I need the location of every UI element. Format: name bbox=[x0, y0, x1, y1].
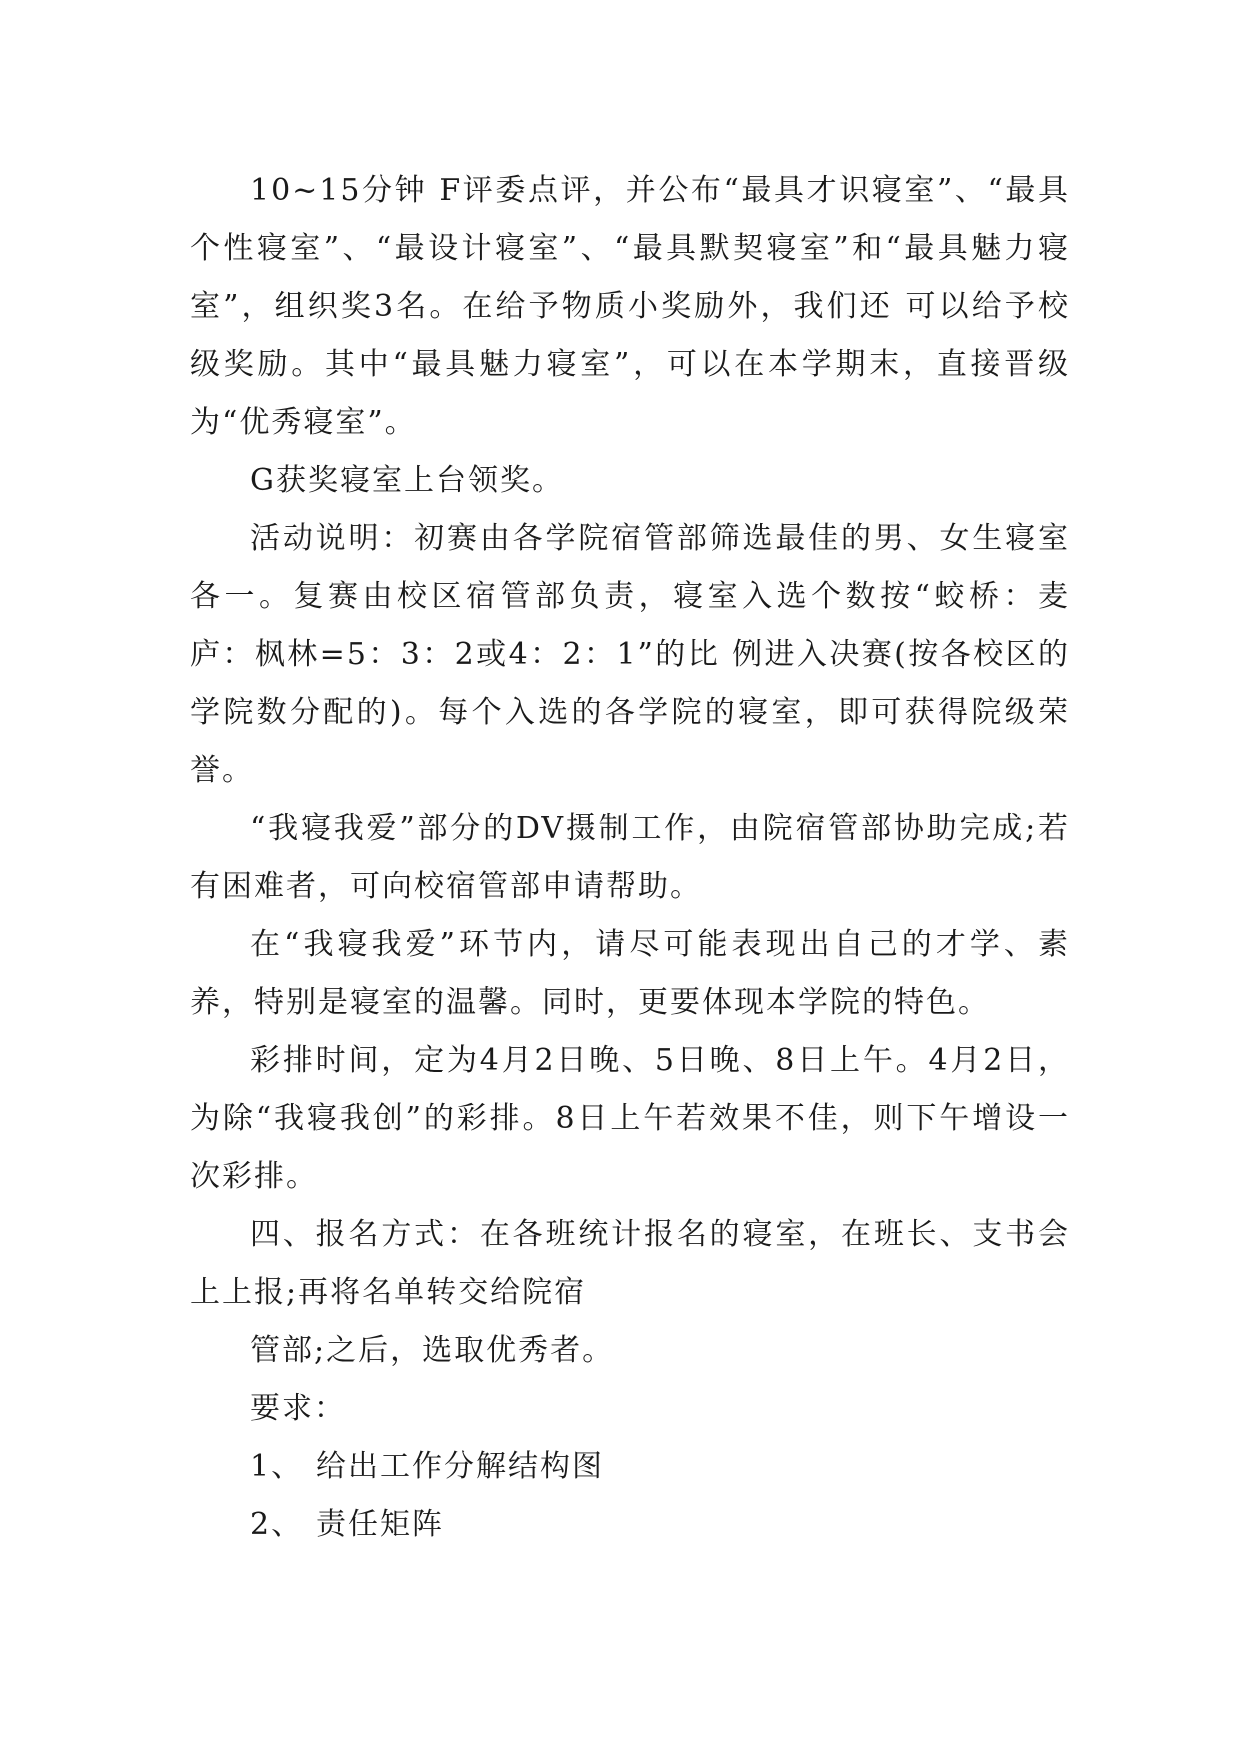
list-item-number: 1、 bbox=[250, 1449, 304, 1484]
paragraph-award-ceremony: G获奖寝室上台领奖。 bbox=[250, 463, 564, 498]
list-item-text: 给出工作分解结构图 bbox=[316, 1449, 604, 1484]
list-item bbox=[190, 1496, 1070, 1554]
list-item bbox=[190, 1438, 1070, 1496]
list-item-text: 责任矩阵 bbox=[316, 1507, 444, 1542]
paragraph-activity-notes: 活动说明：初赛由各学院宿管部筛选最佳的男、女生寝室各一。复赛由校区宿管部负责，寝室入选个数按“蛟桥：麦庐：枫林=5：3：2或4：2：1”的比 例进入决赛(按各校区的学院数分配的)。每个入选的各学院的寝室，即可获得院级荣誉。 bbox=[190, 521, 1070, 788]
paragraph-registration-cont: 管部;之后，选取优秀者。 bbox=[250, 1333, 615, 1368]
paragraph-dv-production: “我寝我爱”部分的DV摄制工作，由院宿管部协助完成;若有困难者，可向校宿管部申请帮助。 bbox=[190, 811, 1070, 904]
paragraph-judges-awards: 10~15分钟 F评委点评，并公布“最具才识寝室”、“最具个性寝室”、“最设计寝室”、“最具默契寝室”和“最具魅力寝室”，组织奖3名。在给予物质小奖励外，我们还 可以给予校级奖励。其中“最具魅力寝室”，可以在本学期末，直接晋级为“优秀寝室”。 bbox=[190, 173, 1070, 440]
list-item-number: 2、 bbox=[250, 1507, 304, 1542]
document-body bbox=[190, 162, 1070, 1554]
paragraph-show-talent: 在“我寝我爱”环节内，请尽可能表现出自己的才学、素养，特别是寝室的温馨。同时，更要体现本学院的特色。 bbox=[190, 927, 1070, 1020]
paragraph-rehearsal-time: 彩排时间，定为4月2日晚、5日晚、8日上午。4月2日，为除“我寝我创”的彩排。8日上午若效果不佳，则下午增设一次彩排。 bbox=[190, 1043, 1070, 1194]
paragraph-registration: 四、报名方式：在各班统计报名的寝室，在班长、支书会上上报;再将名单转交给院宿 bbox=[190, 1217, 1070, 1310]
paragraph-requirements-heading: 要求： bbox=[250, 1391, 346, 1426]
